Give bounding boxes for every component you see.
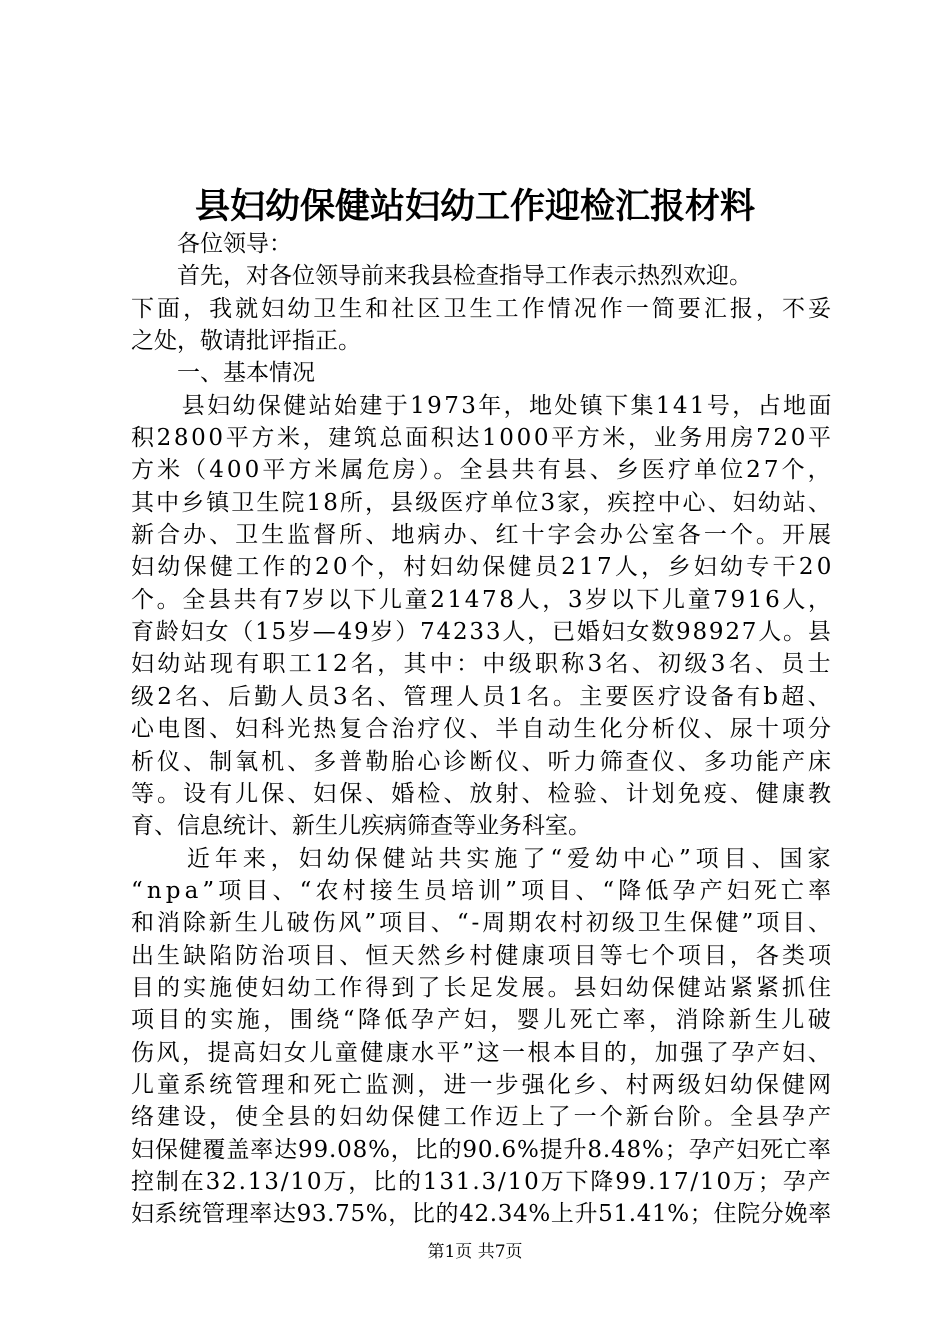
text-line: 育龄妇女（15岁—49岁）74233人，已婚妇女数98927人。县 [131,619,833,646]
page-footer: 第1页 共7页 [427,1242,523,1262]
text-line: “npa”项目、“农村接生员培训”项目、“降低孕产妇死亡率 [131,877,836,904]
text-line: 析仪、制氧机、多普勒胎心诊断仪、听力筛查仪、多功能产床 [131,748,835,775]
text-line: 各位领导： [131,231,292,257]
text-line: 妇幼保健工作的20个，村妇幼保健员217人，乡妇幼专干20 [131,554,835,581]
text-line: 儿童系统管理和死亡监测，进一步强化乡、村两级妇幼保健网 [131,1071,835,1098]
text-line: 和消除新生儿破伤风”项目、“-周期农村初级卫生保健”项目、 [131,910,834,937]
text-line: 出生缺陷防治项目、恒天然乡村健康项目等七个项目，各类项 [131,942,835,969]
text-line: 一、基本情况 [131,360,315,387]
text-line: 之处，敬请批评指正。 [131,328,361,355]
document-title: 县妇幼保健站妇幼工作迎检汇报材料 [194,186,755,227]
text-line: 等。设有儿保、妇保、婚检、放射、检验、计划免疫、健康教 [131,780,835,807]
text-line: 控制在32.13/10万，比的131.3/10万下降99.17/10万；孕产 [131,1168,833,1195]
text-line: 个。全县共有7岁以下儿童21478人，3岁以下儿童7916人， [131,586,834,613]
text-line: 心电图、妇科光热复合治疗仪、半自动生化分析仪、尿十项分 [131,716,835,743]
text-line: 妇保健覆盖率达99.08%，比的90.6%提升8.48%；孕产妇死亡率 [131,1136,832,1163]
text-line: 县妇幼保健站始建于1973年，地处镇下集141号，占地面 [131,392,834,419]
text-line: 妇系统管理率达93.75%，比的42.34%上升51.41%；住院分娩率 [131,1201,832,1228]
text-line: 项目的实施，围绕“降低孕产妇，婴儿死亡率，消除新生儿破 [131,1007,835,1034]
text-line: 目的实施使妇幼工作得到了长足发展。县妇幼保健站紧紧抓住 [131,974,835,1001]
text-line: 育、信息统计、新生儿疾病筛查等业务科室。 [131,813,591,840]
text-line: 首先，对各位领导前来我县检查指导工作表示热烈欢迎。 [131,263,752,290]
text-line: 络建设，使全县的妇幼保健工作迈上了一个新台阶。全县孕产 [131,1104,835,1131]
text-line: 级2名、后勤人员3名、管理人员1名。主要医疗设备有b超、 [131,683,834,710]
text-line: 新合办、卫生监督所、地病办、红十字会办公室各一个。开展 [131,522,835,549]
text-line: 其中乡镇卫生院18所，县级医疗单位3家，疾控中心、妇幼站、 [131,489,833,516]
text-line: 伤风，提高妇女儿童健康水平”这一根本目的，加强了孕产妇、 [131,1039,834,1066]
text-line: 妇幼站现有职工12名，其中：中级职称3名、初级3名、员士 [131,651,834,678]
document-body [131,228,836,1231]
text-line: 近年来，妇幼保健站共实施了“爱幼中心”项目、国家 [131,845,836,872]
text-line: 积2800平方米，建筑总面积达1000平方米，业务用房720平 [131,425,834,452]
text-line: 方米（400平方米属危房）。全县共有县、乡医疗单位27个， [131,457,834,484]
text-line: 下面，我就妇幼卫生和社区卫生工作情况作一简要汇报，不妥 [131,295,835,322]
